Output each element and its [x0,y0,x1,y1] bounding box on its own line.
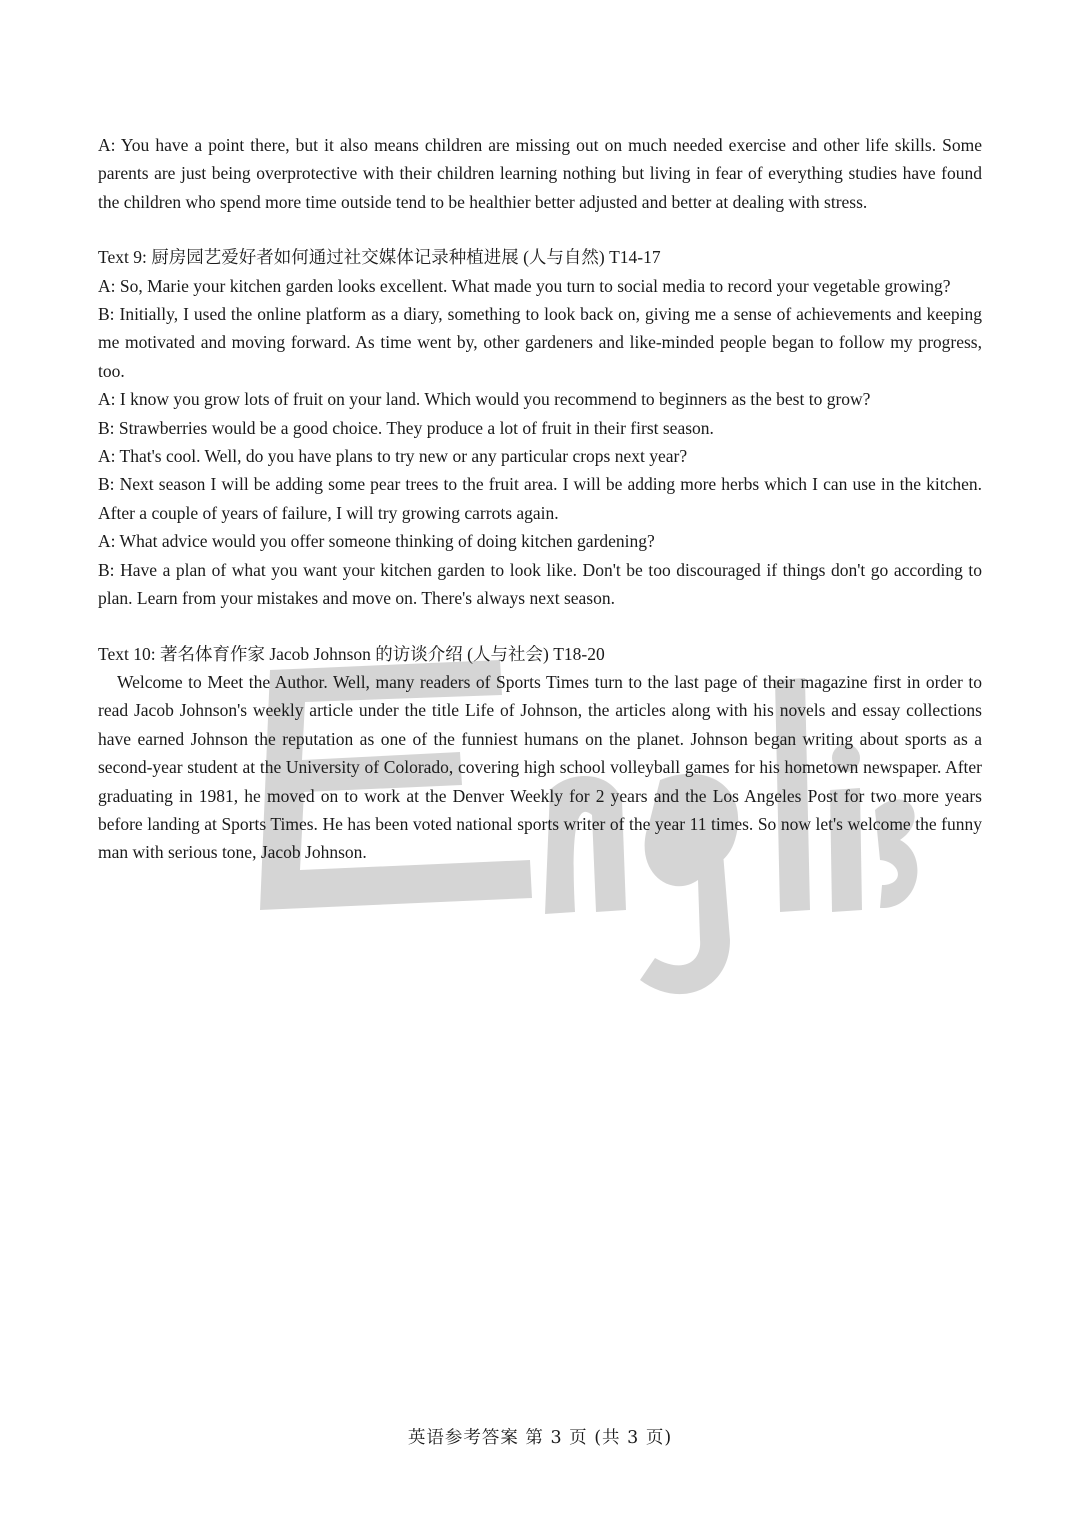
page-content [98,131,982,894]
section-heading: Text 10: 著名体育作家 Jacob Johnson 的访谈介绍 (人与社会) T18-20 [98,643,605,664]
monologue-paragraph: Welcome to Meet the Author. Well, many readers of Sports Times turn to the last page of their magazine first in order to read Jacob Johnson's weekly article under the title Life of Johnson, the articles along with his novels and essay collections have earned Johnson the reputation as one of the funniest humans on the planet. Johnson began writing about sports as a second-year student at the University of Colorado, covering high school volleyball games for his hometown newspaper. After graduating in 1981, he moved on to work at the Denver Weekly for 2 years and the Los Angeles Post for two more years before landing at Sports Times. He has been voted national sports writer of the year 11 times. So now let's welcome the funny man with serious tone, Jacob Johnson. [98,671,982,863]
dialogue-line: A: You have a point there, but it also means children are missing out on much needed exercise and other life skills. Some parents are just being overprotective with their children learning nothing but living in fear of everything studies have found the children who spend more time outside tend to be healthier better adjusted and better at dealing with stress. [98,135,982,212]
dialogue-line: A: That's cool. Well, do you have plans to try new or any particular crops next year? [98,446,688,467]
page-footer: 英语参考答案 第 3 页 (共 3 页) [407,1428,673,1448]
dialogue-line: B: Initially, I used the online platform as a diary, something to look back on, giving me a sense of achievements and keeping me motivated and moving forward. As time went by, other gardeners and like-minded people began to follow my progress, too. [98,304,982,381]
dialogue-line: B: Strawberries would be a good choice. They produce a lot of fruit in their first season. [98,417,714,438]
dialogue-line: A: So, Marie your kitchen garden looks excellent. What made you turn to social media to record your vegetable growing? [98,275,951,296]
text8-tail-section [98,131,982,216]
dialogue-line: B: Next season I will be adding some pear trees to the fruit area. I will be adding more herbs which I can use in the kitchen. After a couple of years of failure, I will try growing carrots again. [98,474,982,523]
text9-section [98,243,982,612]
dialogue-line: B: Have a plan of what you want your kitchen garden to look like. Don't be too discouraged if things don't go according to plan. Learn from your mistakes and move on. There's always next season. [98,559,982,609]
text10-section [98,640,982,867]
dialogue-line: A: What advice would you offer someone thinking of doing kitchen gardening? [98,531,655,552]
dialogue-line: A: I know you grow lots of fruit on your land. Which would you recommend to beginners as the best to grow? [98,389,871,410]
section-heading: Text 9: 厨房园艺爱好者如何通过社交媒体记录种植进展 (人与自然) T14-17 [98,247,661,268]
